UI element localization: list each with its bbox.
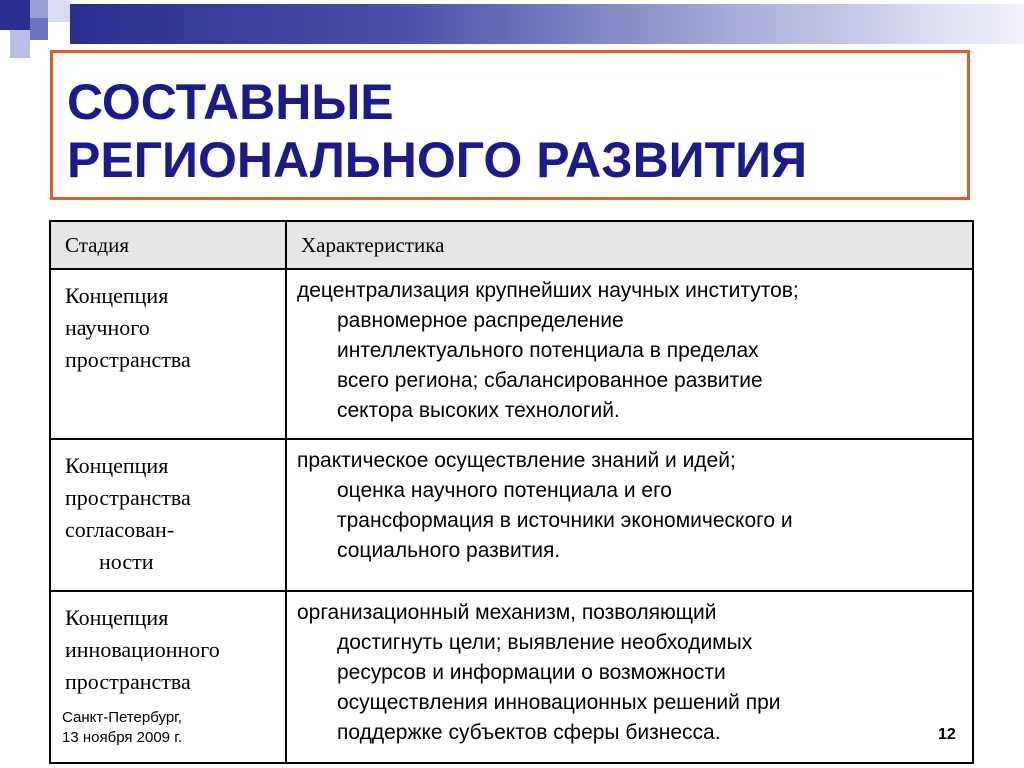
stage-line: Концепция — [65, 453, 169, 478]
description-line: практическое осуществление знаний и идей; — [297, 449, 736, 472]
table-row — [50, 439, 973, 591]
title-frame — [50, 50, 970, 200]
description-line: организационный механизм, позволяющий — [297, 601, 717, 624]
description-line: всего региона; сбалансированное развитие — [337, 369, 763, 392]
description-cell — [286, 591, 973, 763]
footer-date: 13 ноября 2009 г. — [62, 729, 182, 746]
stage-line: Концепция — [65, 605, 169, 630]
table-header-row — [50, 221, 973, 269]
description-line: социального развития. — [337, 539, 561, 562]
stage-line: ности — [99, 549, 154, 574]
header-characteristic: Характеристика — [286, 221, 973, 269]
description-line: оценка научного потенциала и его — [337, 479, 672, 502]
table-row — [50, 591, 973, 763]
decor-square-faint — [48, 0, 70, 22]
stage-line: пространства — [65, 347, 191, 372]
decor-square-pale — [10, 30, 30, 58]
decor-square-mid — [30, 18, 48, 40]
stage-line: инновационного — [65, 637, 220, 662]
header-gradient-bar — [70, 4, 1024, 44]
header-stage: Стадия — [50, 221, 286, 269]
stage-cell — [50, 269, 286, 439]
description-line: трансформация в источники экономического и — [337, 509, 793, 532]
stage-line: Концепция — [65, 283, 169, 308]
table-row — [50, 269, 973, 439]
description-line: достигнуть цели; выявление необходимых — [337, 631, 753, 654]
decor-square-dark — [0, 0, 30, 30]
description-line: равномерное распределение — [337, 309, 624, 332]
stage-line: согласован- — [65, 517, 175, 542]
stage-line: пространства — [65, 485, 191, 510]
description-line: поддержке субъектов сферы бизнесса. — [337, 721, 721, 744]
stage-line: научного — [65, 315, 150, 340]
description-line: децентрализация крупнейших научных институтов; — [297, 279, 799, 302]
stage-line: пространства — [65, 669, 191, 694]
description-cell — [286, 439, 973, 591]
description-line: интеллектуального потенциала в пределах — [337, 339, 759, 362]
footer-city: Санкт-Петербург, — [62, 709, 182, 726]
description-line: сектора высоких технологий. — [337, 399, 620, 422]
stage-cell — [50, 439, 286, 591]
stages-table — [49, 220, 974, 764]
description-line: ресурсов и информации о возможности — [337, 661, 726, 684]
decor-square-light — [30, 0, 48, 18]
page-number: 12 — [938, 726, 956, 743]
footer-location-date — [62, 708, 182, 748]
description-cell — [286, 269, 973, 439]
description-line: осуществления инновационных решений при — [337, 691, 781, 714]
slide-title: СОСТАВНЫЕ РЕГИОНАЛЬНОГО РАЗВИТИЯ — [67, 74, 808, 188]
